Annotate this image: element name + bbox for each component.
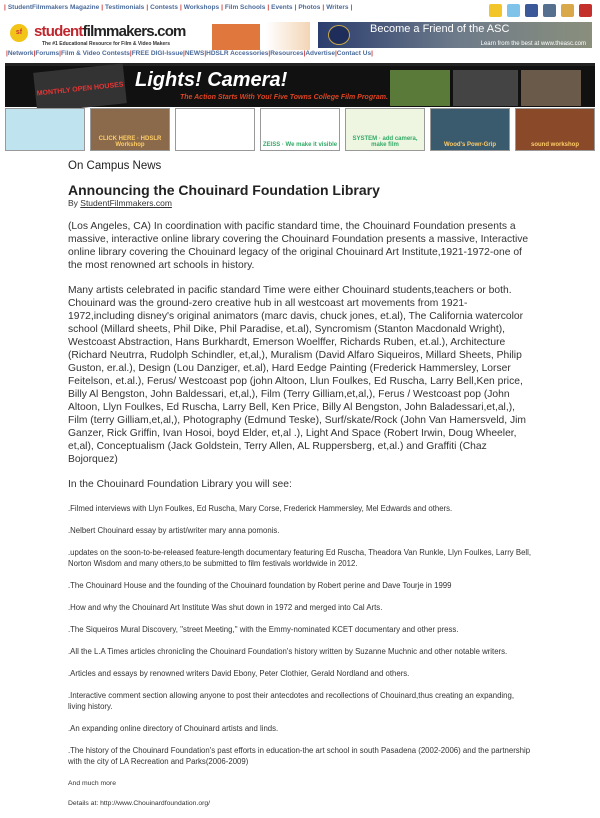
byline: [68, 198, 533, 208]
nav-separator: |: [204, 50, 207, 57]
article: [68, 160, 533, 818]
library-list-item: .An expanding online directory of Chouinard artists and linds.: [68, 724, 279, 733]
nav-separator: |: [371, 50, 373, 57]
logo-name-b: filmmakers.com: [82, 23, 186, 40]
nav-separator: |: [146, 4, 149, 11]
asc-banner-ad[interactable]: [318, 22, 592, 48]
ad-strip: [5, 108, 595, 151]
banner-headline: Lights! Camera!: [135, 69, 288, 91]
nav-link-1[interactable]: Testimonials: [105, 4, 145, 11]
top-nav: [4, 4, 354, 11]
library-list-item: .The Siqueiros Mural Discovery, ''street Meeting,'' with the Emmy-nominated KCET documentary and other press.: [68, 625, 459, 634]
social-icons: [489, 4, 592, 17]
ad-banner[interactable]: [175, 108, 255, 151]
nav-link-6[interactable]: Photos: [298, 4, 321, 11]
clapperboard-image: MONTHLY OPEN HOUSES: [33, 63, 127, 112]
camera-operator-image: [266, 22, 310, 50]
nav-separator: |: [350, 4, 353, 11]
asc-banner-title: Become a Friend of the ASC: [370, 23, 510, 35]
banner-subheadline: The Action Starts With You! Five Towns College Film Program.: [180, 94, 388, 101]
byline-prefix: By: [68, 198, 81, 208]
nav-separator: |: [179, 4, 182, 11]
nav-link-8[interactable]: Contact Us: [336, 50, 372, 57]
details-link[interactable]: Details at: http://www.Chouinardfoundation.org/: [68, 800, 211, 807]
library-list-item: .Nelbert Chouinard essay by artist/writer mary anna pomonis.: [68, 526, 280, 535]
library-list-item: .The Chouinard House and the founding of the Chouinard foundation by Robert perine and Dave Tourje in 1999: [68, 581, 452, 590]
nav-separator: |: [182, 50, 185, 57]
article-title: Announcing the Chouinard Foundation Library: [68, 182, 380, 198]
nav-link-2[interactable]: Contests: [150, 4, 178, 11]
library-list-item: .All the L.A Times articles chronicling the Chouinard Foundation's history written by Suzanne Muchnic and other notable writers.: [68, 647, 508, 656]
secondary-nav: [6, 50, 373, 57]
nav-link-7[interactable]: Advertise: [305, 50, 335, 57]
ad-banner[interactable]: [90, 108, 170, 151]
chat-icon[interactable]: [543, 4, 556, 17]
ad-banner[interactable]: [515, 108, 595, 151]
section-label: On Campus News: [68, 160, 162, 172]
library-list-item: .Interactive comment section allowing anyone to post their antecdotes and recollections of Chouinard,thus creating an expanding, living history.: [68, 691, 514, 711]
library-list-item: .updates on the soon-to-be-released feature-length documentary featuring Ed Ruscha, Theadora Van Runkle, Llyn Foulkes, Larry Bell, Norton Wisdom and many others,to be submitted to film festivals worldwide in 2012.: [68, 548, 532, 568]
nav-link-6[interactable]: Resources: [270, 50, 304, 57]
library-list-item: .The history of the Chouinard Foundation's past efforts in education-the art school in south Pasadena (2002-2006) and the partnership with the city of LA Recreation and Parks(2006-2009): [68, 746, 531, 766]
author-link[interactable]: StudentFilmmakers.com: [80, 198, 172, 208]
asc-seal-icon: [328, 25, 350, 45]
nav-link-5[interactable]: HDSLR Accessories: [206, 50, 269, 57]
filmmakers-silhouette-image: [212, 24, 260, 50]
twitter-icon[interactable]: [507, 4, 520, 17]
library-list-item: .Filmed interviews with Llyn Foulkes, Ed Ruscha, Mary Corse, Frederick Hammersley, Mel Edwards and others.: [68, 504, 453, 513]
nav-link-4[interactable]: NEWS: [184, 50, 205, 57]
asc-banner-subtitle: Learn from the best at www.theasc.com: [480, 41, 586, 47]
nav-separator: |: [6, 50, 8, 57]
nav-separator: |: [294, 4, 297, 11]
nav-link-3[interactable]: Workshops: [183, 4, 220, 11]
library-list-item: .Articles and essays by renowned writers David Ebony, Peter Clothier, Gerald Nordland and others.: [68, 669, 410, 678]
ad-banner[interactable]: [430, 108, 510, 151]
nav-separator: |: [4, 4, 6, 11]
logo-tagline: The #1 Educational Resource for Film & Video Makers: [42, 41, 171, 47]
site-logo[interactable]: [6, 22, 210, 48]
logo-name-a: student: [34, 23, 83, 40]
nav-separator: |: [334, 50, 337, 57]
nav-link-1[interactable]: Forums: [35, 50, 60, 57]
ad-banner[interactable]: [345, 108, 425, 151]
nav-link-0[interactable]: Network: [7, 50, 34, 57]
nav-separator: |: [101, 4, 104, 11]
youtube-icon[interactable]: [579, 4, 592, 17]
nav-link-7[interactable]: Writers: [326, 4, 349, 11]
facebook-icon[interactable]: [525, 4, 538, 17]
nav-separator: |: [267, 4, 270, 11]
nav-separator: |: [59, 50, 61, 57]
article-paragraph: Many artists celebrated in pacific standard Time were either Chouinard students,teachers or both. Chouinard was the ground-zero creative hub in all westcoast art movements from 1921-1972,including disney's original animators (marc davis, chuck jones, et.al), The California watercolor school (Millard sheets, Phil Dike, Phil Paradise, et.al), Syncromism (Stanton Macdonald Wright), Westcoast Abstraction, Hans Burkhardt, Emerson Woelffer, Richards Ruben, et.al.), Architecture (Richard Neutrra, Rudolph Schindler, et,al,), Muralism (David Alfaro Siqueiros, Millard Sheets, Philip Guston, er.al.), Design (Lou Danziger, et.al), Hard Eedge Painting (Frederick Hammersley, Lorser Feitelson, et.al.), Ferus/ Westcoast pop (john Altoon, Llun Foulkes, Ed Ruscha, Larry Bell,Ken price, Billy Al Bengston, John Baldessari, et,al,), Film (Terry Gilliam,et,al,), Ferus / Westcoast pop (John Altoon, Llyn Foulkes, Ed Ruscha, Larry Bell, Ken Price, Billy Al Bengston, John Baladessari,et,al,), Film (terry Gilliam,et,al,), Photography (Edmund Teske), Surf/skate/Rock (John Van Hamersveld, Jim Ganzer, Rick Griffin, Ivan Hosoi, boyd Elder, et,al .), Light And Space (Robert Irwin, Doug Wheeler, et,al), Conceptualism (Jack Goldstein, Terry Allen, AL Ruppersberg, et,al.) and Graffiti (Chaz Bojorquez): [68, 285, 526, 465]
ad-label: Wood's Powr-Grip: [444, 142, 496, 148]
ad-label: SYSTEM · add camera, make film: [352, 136, 418, 148]
library-intro: In the Chouinard Foundation Library you will see:: [68, 479, 292, 490]
banner-photo: [390, 70, 450, 106]
nav-link-3[interactable]: FREE DIGI-Issue: [131, 50, 183, 57]
nav-separator: |: [322, 4, 325, 11]
award-icon[interactable]: [561, 4, 574, 17]
banner-photo: [521, 70, 581, 106]
nav-link-4[interactable]: Film Schools: [224, 4, 266, 11]
nav-link-5[interactable]: Events: [271, 4, 293, 11]
nav-separator: |: [129, 50, 132, 57]
nav-separator: |: [303, 50, 306, 57]
ad-label: ZEISS · We make it visible: [262, 142, 338, 148]
banner-photo: [453, 70, 518, 106]
nav-link-0[interactable]: StudentFilmmakers Magazine: [7, 4, 100, 11]
ad-label: sound workshop: [531, 142, 579, 148]
nav-link-2[interactable]: Film & Video Contests: [60, 50, 130, 57]
nav-separator: |: [33, 50, 36, 57]
nav-separator: |: [268, 50, 271, 57]
ad-banner[interactable]: [5, 108, 85, 151]
library-list-item: .How and why the Chouinard Art Institute Was shut down in 1972 and merged into Cal Arts.: [68, 603, 383, 612]
nav-separator: |: [221, 4, 223, 11]
ad-label: CLICK HERE · HDSLR Workshop: [98, 136, 162, 148]
ad-banner[interactable]: [260, 108, 340, 151]
sf-icon[interactable]: [489, 4, 502, 17]
article-paragraph: (Los Angeles, CA) In coordination with pacific standard time, the Chouinard Foundation presents a massive, interactive online library covering the Chouinard Foundation presents a massive, Interactive online library covering the Chouinard legacy of the original Chouinard Art Institute,1921-1972-one of the most renowned art schools in history.: [68, 221, 529, 271]
lights-camera-banner-ad[interactable]: [5, 63, 595, 107]
and-more: And much more: [68, 780, 116, 787]
sun-logo-icon: sf: [10, 24, 28, 42]
